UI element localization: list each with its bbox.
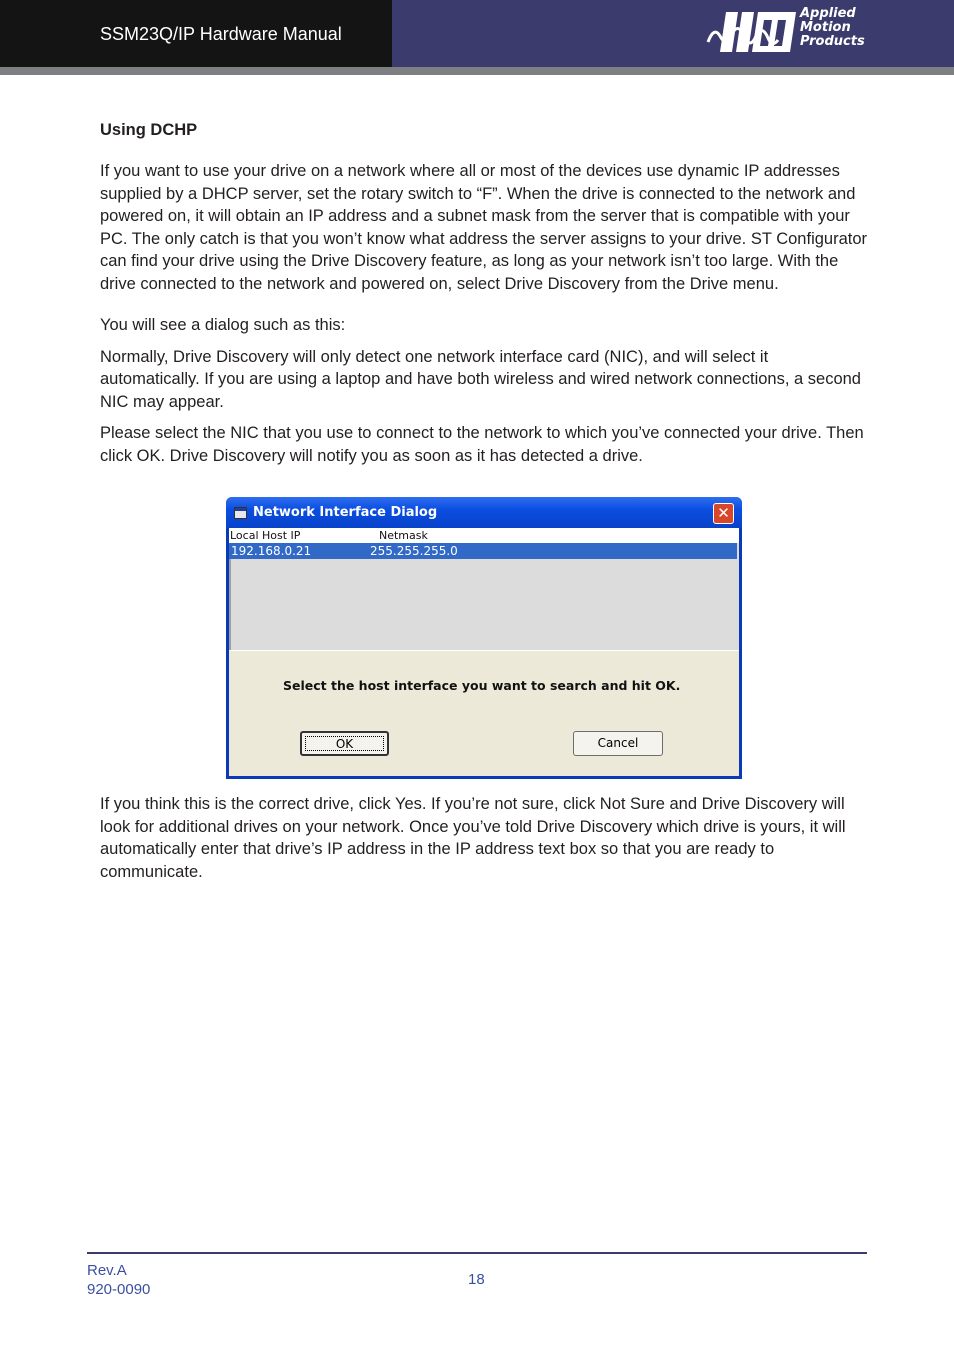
paragraph: Normally, Drive Discovery will only detect one network interface card (NIC), and will select it automatically. If you are using a laptop and have both wireless and wired network connections, a second NIC may appear. [100, 347, 861, 411]
header-title-bar [0, 0, 392, 67]
dialog-title: Network Interface Dialog [253, 505, 438, 520]
header-divider [0, 67, 954, 75]
interface-list[interactable] [229, 528, 739, 651]
dialog-titlebar [226, 497, 742, 528]
list-item[interactable] [229, 543, 737, 559]
column-netmask[interactable]: Netmask [379, 529, 428, 542]
company-logo-text: Applied Motion Products [800, 6, 865, 49]
dialog-body [229, 528, 739, 776]
section-heading: Using DCHP [100, 121, 198, 139]
close-icon[interactable]: ✕ [713, 503, 734, 524]
section-content [100, 119, 870, 476]
list-header [229, 528, 739, 543]
list-border [229, 559, 231, 650]
paragraph: You will see a dialog such as this: [100, 316, 346, 334]
paragraph: If you think this is the correct drive, click Yes. If you’re not sure, click Not Sure and Drive Discovery will look for additional drives on your network. Once you’ve told Drive Discovery which drive is yours, it will automatically enter that drive’s IP address in the IP address text box so that you are ready to communicate. [100, 795, 846, 881]
netmask-value: 255.255.255.0 [370, 544, 458, 558]
paragraph: If you want to use your drive on a network where all or most of the devices use dynamic IP addresses supplied by a DHCP server, set the rotary switch to “F”. When the drive is connected to the network and powered on, it will obtain an IP address and a subnet mask from the server that is compatible with your PC. The only catch is that you won’t know what address the server assigns to your drive. ST Configurator can find your drive using the Drive Discovery feature, as long as your network isn’t too large. With the drive connected to the network and powered on, select Drive Discovery from the Drive menu. [100, 162, 868, 293]
dialog-prompt: Select the host interface you want to search and hit OK. [283, 678, 681, 693]
ok-button[interactable] [300, 731, 389, 756]
host-ip-value: 192.168.0.21 [231, 544, 312, 558]
revision-label: Rev.A [87, 1262, 127, 1279]
focus-ring [305, 736, 384, 751]
network-interface-dialog [226, 497, 742, 779]
ok-button-label: OK [335, 737, 354, 751]
page-number: 18 [468, 1271, 485, 1288]
column-local-host-ip[interactable]: Local Host IP [230, 529, 301, 542]
document-title: SSM23Q/IP Hardware Manual [100, 24, 342, 44]
window-icon [234, 507, 247, 519]
footer-divider [87, 1252, 867, 1254]
paragraph: Please select the NIC that you use to connect to the network to which you’ve connected your drive. Then click OK. Drive Discovery will notify you as soon as it has detected a drive. [100, 424, 864, 465]
document-number: 920-0090 [87, 1281, 151, 1298]
cancel-button[interactable]: Cancel [573, 731, 663, 756]
